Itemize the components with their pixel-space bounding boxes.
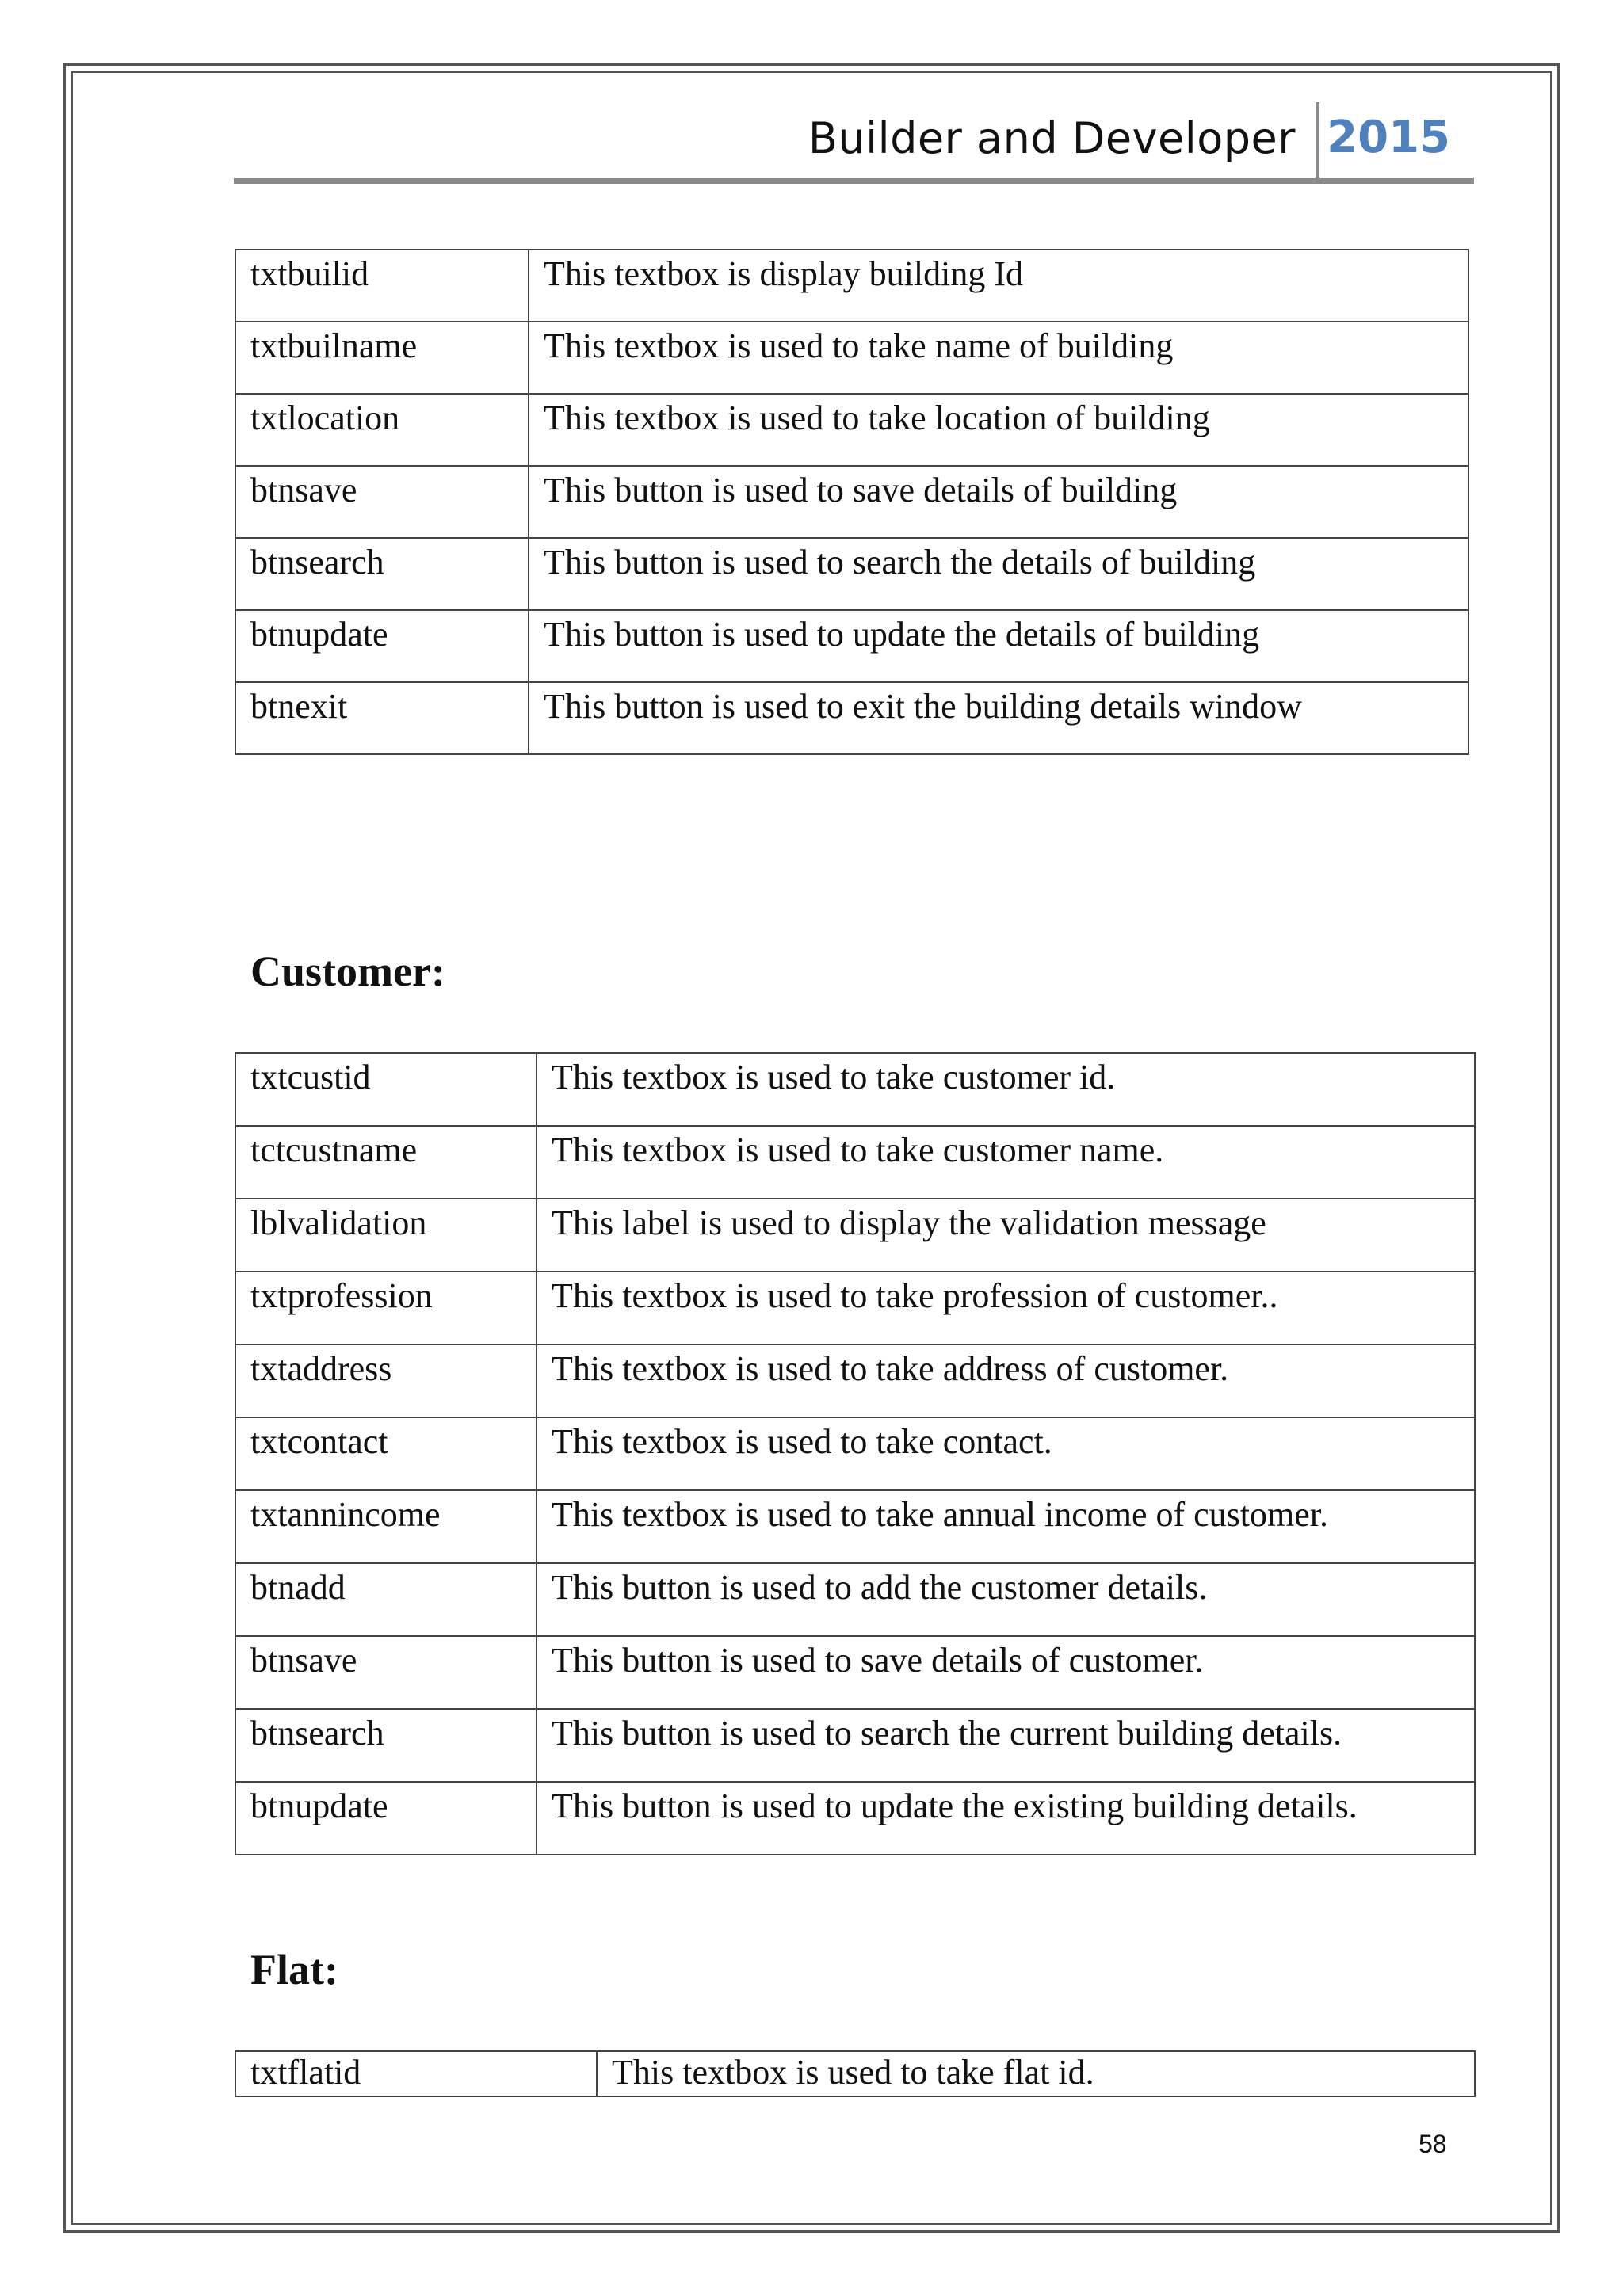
control-name-cell: btnupdate — [235, 1782, 537, 1855]
control-name-cell: txtprofession — [235, 1272, 537, 1344]
control-name-cell: btnexit — [235, 682, 529, 754]
control-name-cell: txtaddress — [235, 1344, 537, 1417]
control-name-cell: txtbuilid — [235, 250, 529, 322]
control-name-cell: txtannincome — [235, 1490, 537, 1563]
control-description-cell: This button is used to update the details of building — [529, 610, 1468, 682]
flat-controls-table — [235, 2050, 1476, 2097]
control-name-cell: btnadd — [235, 1563, 537, 1636]
control-name-cell: tctcustname — [235, 1126, 537, 1199]
table-row — [235, 1126, 1475, 1199]
control-name-cell: txtcontact — [235, 1417, 537, 1490]
table-row — [235, 1490, 1475, 1563]
control-name-cell: btnupdate — [235, 610, 529, 682]
table-row — [235, 1417, 1475, 1490]
control-description-cell: This textbox is used to take flat id. — [597, 2051, 1475, 2096]
control-description-cell: This button is used to save details of customer. — [537, 1636, 1475, 1709]
page-number: 58 — [1419, 2130, 1447, 2158]
table-row — [235, 1053, 1475, 1126]
control-description-cell: This textbox is used to take customer name. — [537, 1126, 1475, 1199]
control-name-cell: btnsearch — [235, 538, 529, 610]
header-rule — [234, 178, 1474, 184]
table-row — [235, 1636, 1475, 1709]
control-name-cell: lblvalidation — [235, 1199, 537, 1272]
table-row — [235, 1272, 1475, 1344]
table-row — [235, 682, 1468, 754]
table-row — [235, 1563, 1475, 1636]
control-description-cell: This button is used to exit the building details window — [529, 682, 1468, 754]
table-row — [235, 538, 1468, 610]
page-header — [234, 99, 1474, 185]
control-name-cell: txtflatid — [235, 2051, 597, 2096]
table-row — [235, 1709, 1475, 1782]
control-description-cell: This textbox is used to take customer id. — [537, 1053, 1475, 1126]
table-row — [235, 250, 1468, 322]
table-row — [235, 2051, 1475, 2096]
control-name-cell: btnsave — [235, 1636, 537, 1709]
table-row — [235, 394, 1468, 466]
table-row — [235, 1782, 1475, 1855]
control-description-cell: This textbox is used to take address of customer. — [537, 1344, 1475, 1417]
control-description-cell: This textbox is display building Id — [529, 250, 1468, 322]
control-name-cell: txtcustid — [235, 1053, 537, 1126]
control-description-cell: This textbox is used to take profession of customer.. — [537, 1272, 1475, 1344]
table-row — [235, 1199, 1475, 1272]
table-row — [235, 1344, 1475, 1417]
header-divider — [1316, 102, 1319, 181]
section-heading-customer: Customer: — [250, 948, 445, 995]
building-controls-table — [235, 249, 1469, 755]
control-name-cell: txtbuilname — [235, 322, 529, 394]
header-year: 2015 — [1327, 112, 1450, 163]
customer-controls-table — [235, 1052, 1476, 1855]
control-description-cell: This button is used to search the details of building — [529, 538, 1468, 610]
control-name-cell: txtlocation — [235, 394, 529, 466]
control-name-cell: btnsearch — [235, 1709, 537, 1782]
control-description-cell: This textbox is used to take location of building — [529, 394, 1468, 466]
control-name-cell: btnsave — [235, 466, 529, 538]
control-description-cell: This textbox is used to take annual income of customer. — [537, 1490, 1475, 1563]
control-description-cell: This button is used to add the customer details. — [537, 1563, 1475, 1636]
header-title: Builder and Developer — [808, 113, 1296, 163]
section-heading-flat: Flat: — [250, 1946, 338, 1993]
table-row — [235, 610, 1468, 682]
control-description-cell: This button is used to search the current building details. — [537, 1709, 1475, 1782]
control-description-cell: This label is used to display the validation message — [537, 1199, 1475, 1272]
control-description-cell: This textbox is used to take contact. — [537, 1417, 1475, 1490]
table-row — [235, 322, 1468, 394]
control-description-cell: This textbox is used to take name of building — [529, 322, 1468, 394]
table-row — [235, 466, 1468, 538]
control-description-cell: This button is used to update the existing building details. — [537, 1782, 1475, 1855]
control-description-cell: This button is used to save details of building — [529, 466, 1468, 538]
